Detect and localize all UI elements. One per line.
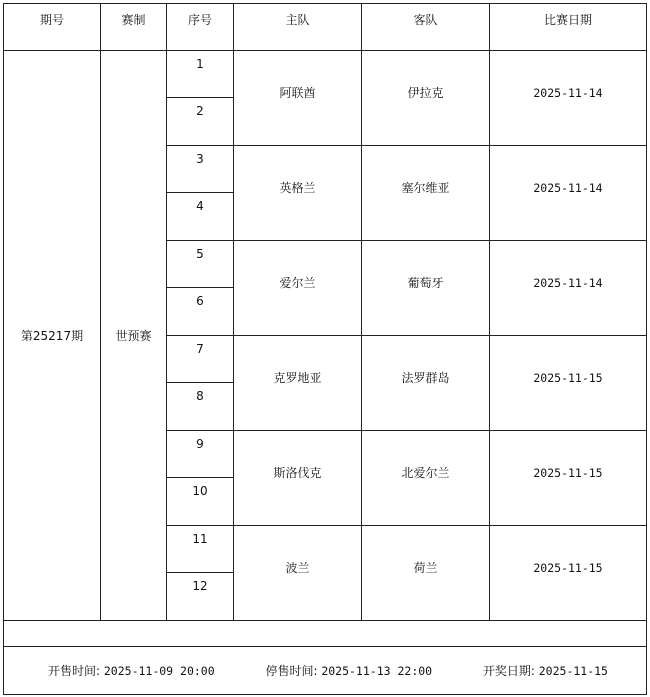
header-seq: 序号	[167, 4, 234, 51]
draw-date	[483, 662, 608, 679]
sale-stop	[265, 662, 432, 679]
seq-cell: 3	[167, 146, 234, 193]
seq-cell: 6	[167, 288, 234, 336]
header-competition: 赛制	[101, 4, 167, 51]
competition-cell: 世预赛	[101, 51, 167, 621]
schedule-table	[3, 3, 647, 695]
seq-cell: 2	[167, 98, 234, 146]
home-team-cell: 英格兰	[234, 146, 362, 241]
home-team-cell: 斯洛伐克	[234, 431, 362, 526]
away-team-cell: 法罗群岛	[362, 336, 490, 431]
sale-stop-label: 停售时间:	[265, 664, 318, 678]
match-date-cell: 2025-11-14	[490, 51, 647, 146]
draw-date-value: 2025-11-15	[538, 664, 608, 678]
seq-cell: 8	[167, 383, 234, 431]
seq-cell: 9	[167, 431, 234, 478]
away-team-cell: 伊拉克	[362, 51, 490, 146]
match-date-cell: 2025-11-15	[490, 336, 647, 431]
sale-start-label: 开售时间:	[48, 664, 101, 678]
sale-info	[14, 662, 636, 679]
table-row	[4, 51, 647, 98]
header-home: 主队	[234, 4, 362, 51]
home-team-cell: 阿联酋	[234, 51, 362, 146]
match-date-cell: 2025-11-14	[490, 241, 647, 336]
header-away: 客队	[362, 4, 490, 51]
seq-cell: 11	[167, 526, 234, 573]
blank-row	[4, 621, 647, 647]
blank-cell	[4, 621, 647, 647]
seq-cell: 7	[167, 336, 234, 383]
header-issue: 期号	[4, 4, 101, 51]
away-team-cell: 塞尔维亚	[362, 146, 490, 241]
draw-date-label: 开奖日期:	[482, 664, 535, 678]
seq-cell: 12	[167, 573, 234, 621]
header-date: 比赛日期	[490, 4, 647, 51]
match-date-cell: 2025-11-15	[490, 431, 647, 526]
header-row	[4, 4, 647, 51]
issue-cell: 第25217期	[4, 51, 101, 621]
sale-stop-value: 2025-11-13 22:00	[321, 664, 433, 678]
sale-start-value: 2025-11-09 20:00	[103, 664, 215, 678]
sale-start	[48, 662, 215, 679]
seq-cell: 1	[167, 51, 234, 98]
seq-cell: 4	[167, 193, 234, 241]
footer-row	[4, 647, 647, 695]
away-team-cell: 北爱尔兰	[362, 431, 490, 526]
away-team-cell: 葡萄牙	[362, 241, 490, 336]
home-team-cell: 克罗地亚	[234, 336, 362, 431]
footer-cell	[4, 647, 647, 695]
home-team-cell: 爱尔兰	[234, 241, 362, 336]
seq-cell: 5	[167, 241, 234, 288]
match-date-cell: 2025-11-15	[490, 526, 647, 621]
match-date-cell: 2025-11-14	[490, 146, 647, 241]
home-team-cell: 波兰	[234, 526, 362, 621]
seq-cell: 10	[167, 478, 234, 526]
away-team-cell: 荷兰	[362, 526, 490, 621]
